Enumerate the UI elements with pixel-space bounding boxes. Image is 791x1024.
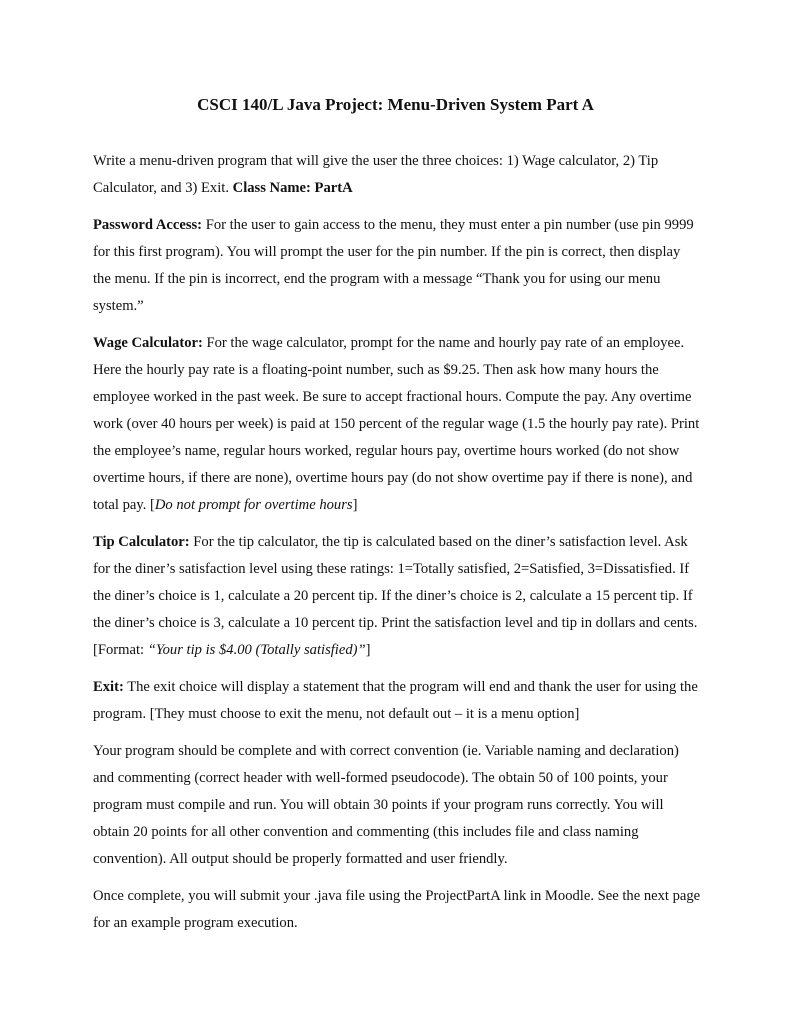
wage-note: Do not prompt for overtime hours — [154, 497, 353, 513]
wage-paragraph — [93, 330, 701, 519]
wage-note-close: ] — [352, 497, 358, 513]
intro-text: Write a menu-driven program that will give the user the three choices: 1) Wage calculator, 2) Tip Calculator, and 3) Exit. — [93, 153, 659, 196]
submission-paragraph: Once complete, you will submit your .java file using the ProjectPartA link in Moodle. See the next page for an example program execution. — [93, 888, 701, 931]
wage-label: Wage Calculator: — [93, 335, 203, 351]
tip-format-close: ] — [365, 642, 371, 658]
password-text: For the user to gain access to the menu, they must enter a pin number (use pin 9999 for this first program). You will prompt the user for the pin number. If the pin is correct, then display the menu. If the pin is incorrect, end the program with a message “Thank you for using our menu system.” — [93, 217, 694, 314]
class-name-label: Class Name: PartA — [232, 180, 353, 196]
tip-label: Tip Calculator: — [93, 534, 190, 550]
exit-text: The exit choice will display a statement that the program will end and thank the user for using the program. [They must choose to exit the menu, not default out – it is a menu option] — [93, 679, 698, 722]
wage-note-open: [ — [150, 497, 155, 513]
tip-text: For the tip calculator, the tip is calculated based on the diner’s satisfaction level. Ask for the diner’s satisfaction level using these ratings: 1=Totally satisfied, 2=Satisfied, 3=Dissatisfied. If the diner’s choice is 1, calculate a 20 percent tip. If the diner’s choice is 2, calculate a 15 percent tip. If the diner’s choice is 3, calculate a 10 percent tip. Print the satisfaction level and tip in dollars and cents. [Format: — [93, 534, 698, 658]
intro-paragraph — [93, 148, 701, 202]
grading-paragraph: Your program should be complete and with correct convention (ie. Variable naming and declaration) and commenting (correct header with well-formed pseudocode). The obtain 50 of 100 points, your program must compile and run. You will obtain 30 points if your program runs correctly. You will obtain 20 points for all other convention and commenting (this includes file and class naming convention). All output should be properly formatted and user friendly. — [93, 743, 679, 867]
password-paragraph — [93, 212, 701, 320]
exit-paragraph — [93, 674, 701, 728]
page-title: CSCI 140/L Java Project: Menu-Driven System Part A — [197, 95, 594, 114]
document-body — [93, 148, 701, 947]
wage-text: For the wage calculator, prompt for the name and hourly pay rate of an employee. Here the hourly pay rate is a floating-point number, such as $9.25. Then ask how many hours the employee worked in the past week. Be sure to accept fractional hours. Compute the pay. Any overtime work (over 40 hours per week) is paid at 150 percent of the regular wage (1.5 the hourly pay rate). Print the employee’s name, regular hours worked, regular hours pay, overtime hours worked (do not show overtime hours, if there are none), overtime hours pay (do not show overtime pay if there is none), and total pay. — [93, 335, 700, 513]
tip-paragraph — [93, 529, 701, 664]
exit-label: Exit: — [93, 679, 124, 695]
password-label: Password Access: — [93, 217, 203, 233]
tip-format-example: “Your tip is $4.00 (Totally satisfied)” — [147, 642, 366, 658]
